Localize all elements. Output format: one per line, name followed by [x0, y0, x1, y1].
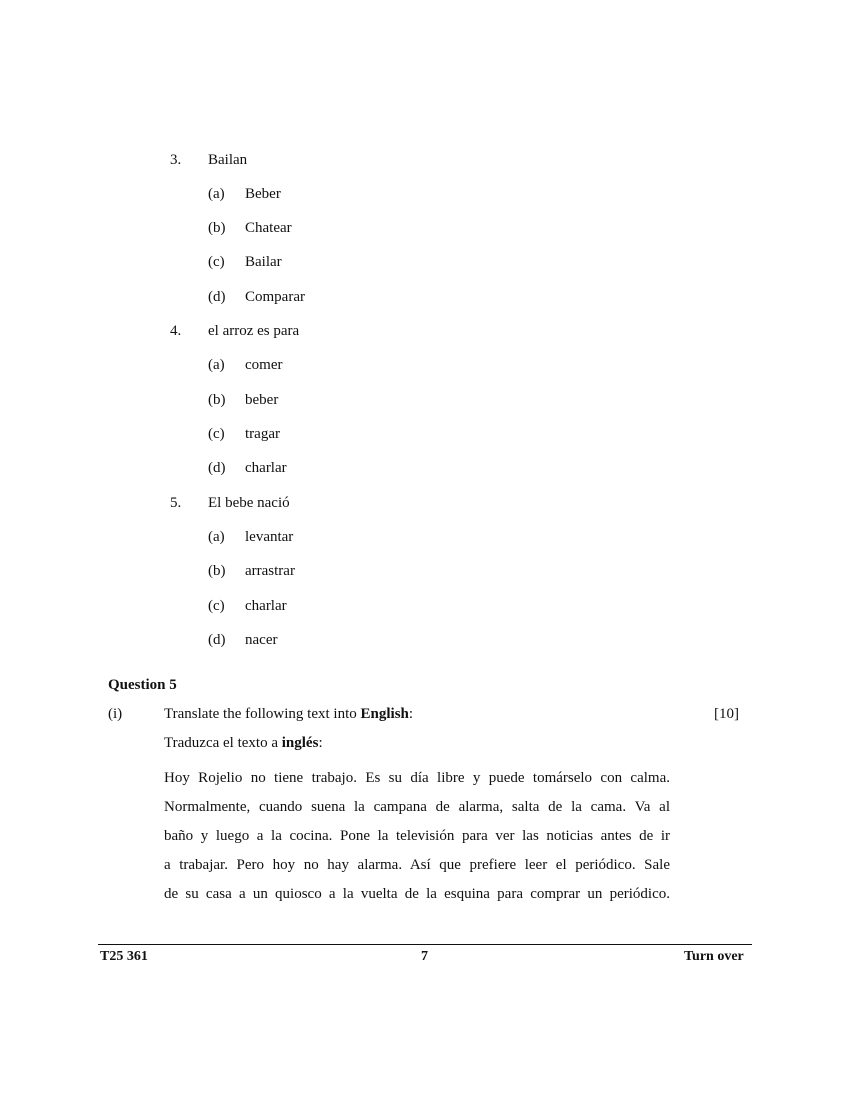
option-label: (c)	[208, 254, 225, 270]
option-text: arrastrar	[245, 563, 295, 579]
option-label: (b)	[208, 220, 226, 236]
turn-over-label: Turn over	[684, 949, 744, 964]
option-text: beber	[245, 392, 279, 408]
instruction-spanish-bold: inglés	[281, 735, 319, 751]
instruction-spanish-prefix: Traduzca el texto a	[164, 735, 282, 751]
option-label: (a)	[208, 529, 225, 545]
option-label: (b)	[208, 392, 226, 408]
part-label: (i)	[108, 706, 123, 722]
question-number: 5.	[170, 495, 182, 511]
passage-line: a trabajar. Pero hoy no hay alarma. Así que prefiere leer el periódico. Sale	[164, 857, 670, 873]
option-text: Bailar	[245, 254, 282, 270]
passage-line: baño y luego a la cocina. Pone la televisión para ver las noticias antes de ir	[164, 828, 670, 844]
option-text: Comparar	[245, 289, 305, 305]
question-text: El bebe nació	[208, 495, 290, 511]
instruction-spanish	[164, 735, 323, 752]
section-heading: Question 5	[108, 677, 177, 693]
option-text: Chatear	[245, 220, 292, 236]
marks-label: [10]	[714, 706, 739, 722]
question-number: 3.	[170, 152, 182, 168]
paper-code: T25 361	[100, 949, 148, 964]
option-text: charlar	[245, 460, 287, 476]
option-label: (a)	[208, 186, 225, 202]
passage-line: de su casa a un quiosco a la vuelta de la esquina para comprar un periódico.	[164, 886, 670, 902]
question-number: 4.	[170, 323, 182, 339]
passage-line: Hoy Rojelio no tiene trabajo. Es su día libre y puede tomárselo con calma.	[164, 770, 670, 786]
option-label: (c)	[208, 426, 225, 442]
option-text: Beber	[245, 186, 281, 202]
passage-line: Normalmente, cuando suena la campana de alarma, salta de la cama. Va al	[164, 799, 670, 815]
page-number: 7	[421, 949, 428, 964]
instruction-english-bold: English	[360, 706, 409, 722]
instruction-english-suffix: :	[408, 706, 414, 722]
option-text: comer	[245, 357, 283, 373]
option-label: (d)	[208, 632, 226, 648]
option-text: charlar	[245, 598, 287, 614]
question-text: el arroz es para	[208, 323, 300, 339]
translation-passage	[164, 764, 670, 909]
option-text: tragar	[245, 426, 280, 442]
instruction-english	[164, 706, 413, 723]
option-label: (d)	[208, 460, 226, 476]
instruction-english-prefix: Translate the following text into	[164, 706, 361, 722]
option-label: (a)	[208, 357, 225, 373]
option-text: nacer	[245, 632, 278, 648]
footer-divider	[98, 944, 752, 945]
option-text: levantar	[245, 529, 294, 545]
option-label: (c)	[208, 598, 225, 614]
question-text: Bailan	[208, 152, 248, 168]
option-label: (d)	[208, 289, 226, 305]
instruction-spanish-suffix: :	[318, 735, 323, 751]
option-label: (b)	[208, 563, 226, 579]
